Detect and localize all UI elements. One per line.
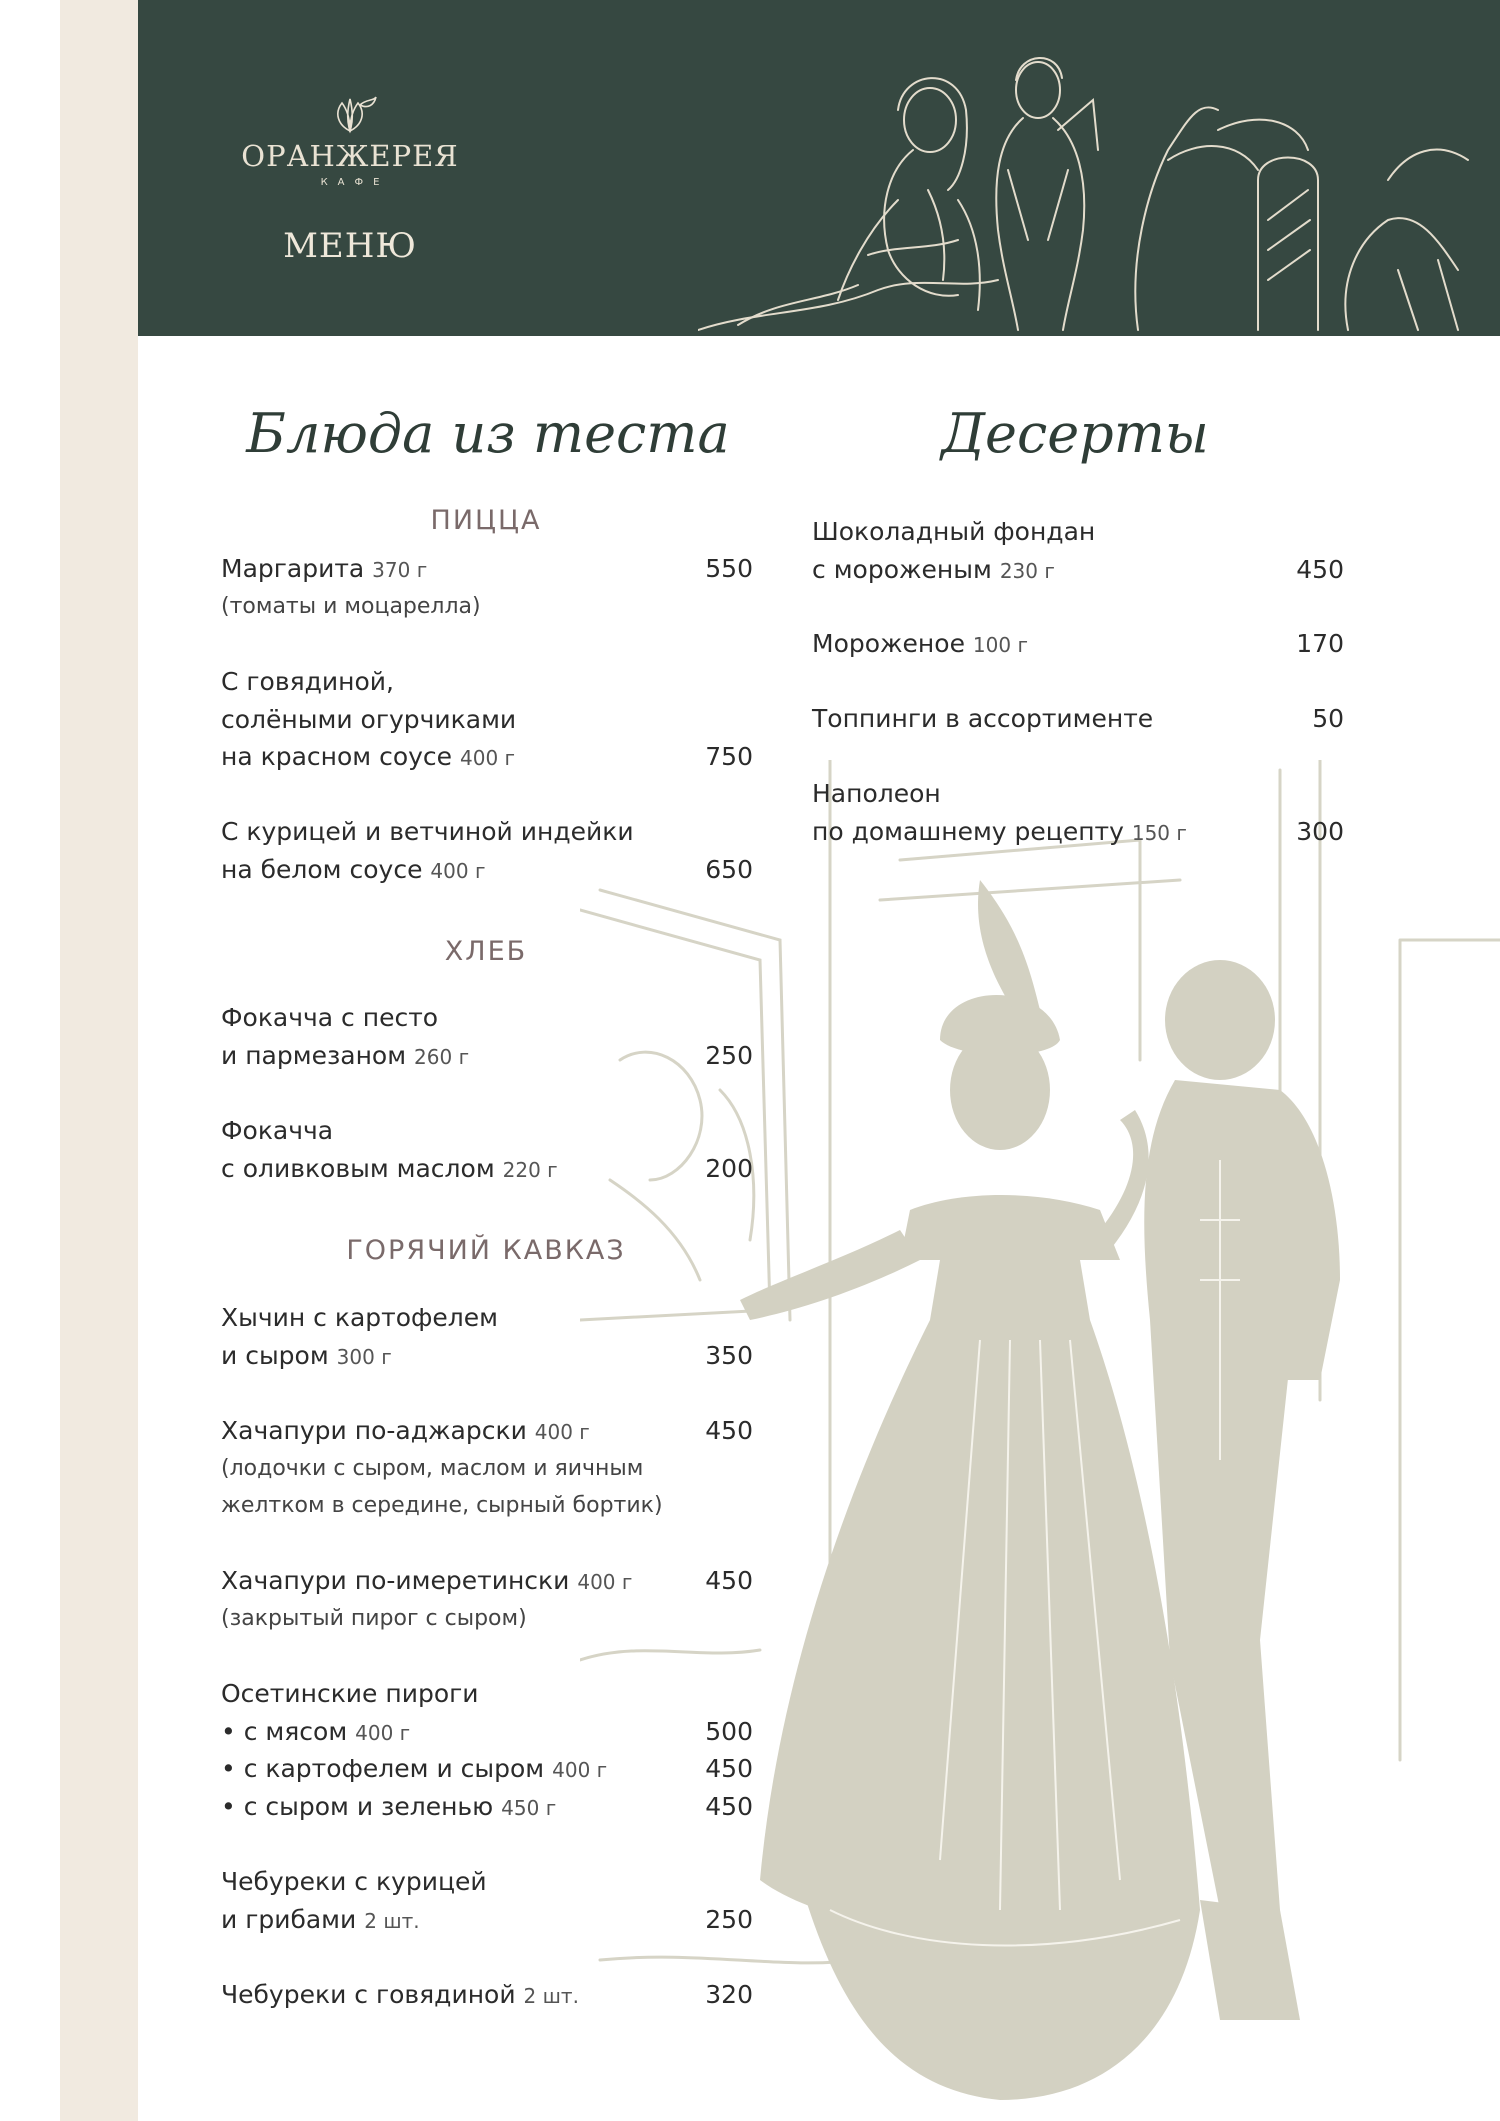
- menu-item-chicken-pizza: С курицей и ветчиной индейки на белом соусе 400 г 650: [221, 813, 753, 888]
- menu-item-toppings: Топпинги в ассортименте 50: [812, 700, 1344, 738]
- price: 450: [705, 1416, 753, 1445]
- price: 300: [1296, 816, 1344, 846]
- category-bread: ХЛЕБ: [444, 936, 528, 967]
- price: 650: [705, 854, 753, 884]
- menu-item-chebureki-beef: Чебуреки с говядиной 2 шт. 320: [221, 1976, 753, 2014]
- category-caucasus: ГОРЯЧИЙ КАВКАЗ: [346, 1235, 626, 1266]
- menu-item-khychin: Хычин с картофелем и сыром 300 г 350: [221, 1299, 753, 1374]
- price: 50: [1312, 704, 1344, 733]
- ossetian-option: • с мясом 400 г 500: [221, 1713, 753, 1751]
- menu-title: МЕНЮ: [283, 226, 417, 266]
- menu-item-icecream: Мороженое 100 г 170: [812, 625, 1344, 663]
- price: 450: [705, 1754, 753, 1783]
- menu-item-chebureki-chicken: Чебуреки с курицей и грибами 2 шт. 250: [221, 1863, 753, 1938]
- menu-item-ossetian: Осетинские пироги • с мясом 400 г 500 • с картофелем и сыром 400 г 450 • с сыром и зеленью 450 г 450: [221, 1675, 753, 1825]
- menu-item-margarita: Маргарита 370 г 550 (томаты и моцарелла): [221, 550, 753, 625]
- logo-subtitle: КАФЕ: [320, 177, 390, 188]
- price: 450: [705, 1791, 753, 1821]
- side-stripe: [60, 0, 138, 2121]
- price: 450: [1296, 554, 1344, 584]
- section-title-desserts: Десерты: [941, 402, 1209, 465]
- menu-item-imeretian: Хачапури по-имеретински 400 г 450 (закрытый пирог с сыром): [221, 1562, 753, 1637]
- price: 320: [705, 1980, 753, 2009]
- price: 450: [705, 1566, 753, 1595]
- price: 250: [705, 1904, 753, 1934]
- category-pizza: ПИЦЦА: [430, 505, 542, 536]
- logo-name: ОРАНЖЕРЕЯ: [241, 139, 459, 173]
- ossetian-option: • с сыром и зеленью 450 г 450: [221, 1788, 753, 1826]
- ossetian-option: • с картофелем и сыром 400 г 450: [221, 1750, 753, 1788]
- menu-item-focaccia-pesto: Фокачча с песто и пармезаном 260 г 250: [221, 999, 753, 1074]
- price: 250: [705, 1040, 753, 1070]
- price: 170: [1296, 629, 1344, 658]
- menu-item-fondant: Шоколадный фондан с мороженым 230 г 450: [812, 513, 1344, 588]
- price: 550: [705, 554, 753, 583]
- price: 350: [705, 1340, 753, 1370]
- price: 200: [705, 1153, 753, 1183]
- left-column: [221, 0, 753, 2121]
- menu-item-napoleon: Наполеон по домашнему рецепту 150 г 300: [812, 775, 1344, 850]
- price: 750: [705, 742, 753, 771]
- menu-item-beef-pizza: С говядиной, солёными огурчиками на красном соусе 400 г 750: [221, 663, 753, 776]
- section-title-dough: Блюда из теста: [246, 402, 730, 465]
- price: 500: [705, 1716, 753, 1746]
- right-column: [812, 0, 1344, 900]
- menu-item-focaccia-oil: Фокачча с оливковым маслом 220 г 200: [221, 1112, 753, 1187]
- menu-item-adjarian: Хачапури по-аджарски 400 г 450 (лодочки с сыром, маслом и яичным желтком в середине, сырный бортик): [221, 1412, 753, 1525]
